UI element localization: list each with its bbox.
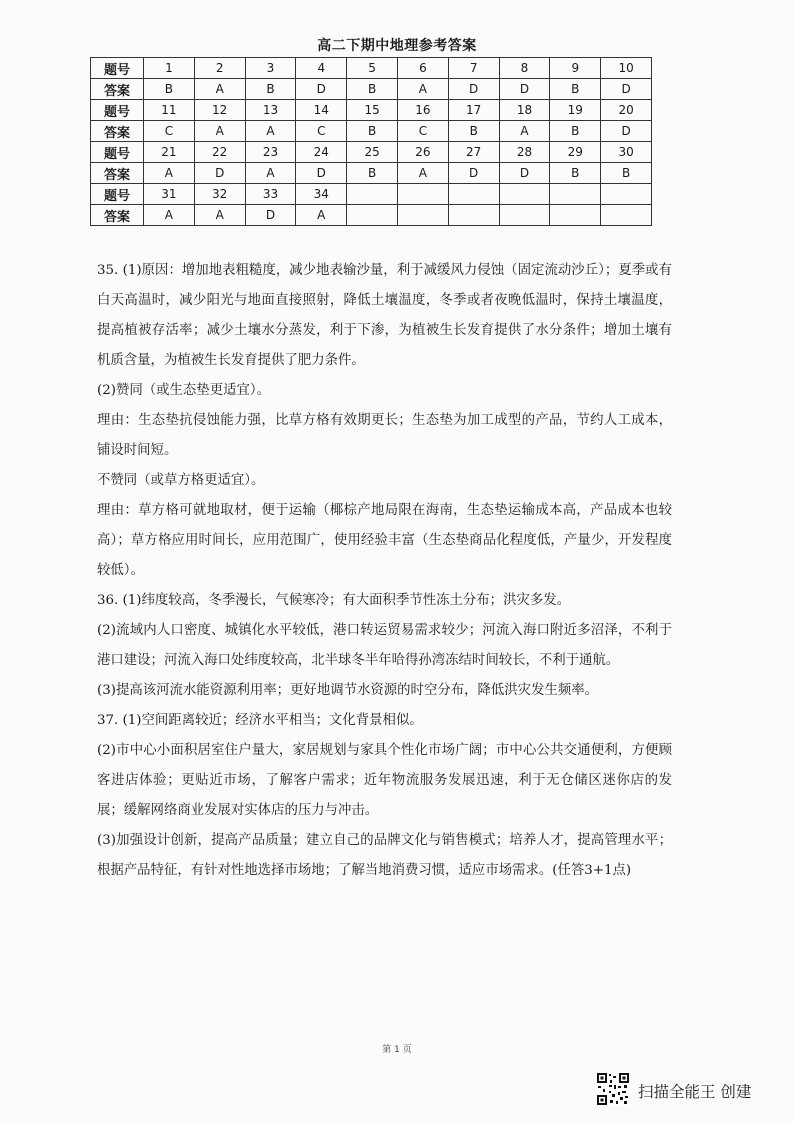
question-number-row (91, 184, 652, 205)
question-number-cell: 30 (601, 142, 652, 163)
answer-cell: A (397, 163, 448, 184)
answer-cell: A (194, 79, 245, 100)
answer-row-label: 答案 (91, 163, 144, 184)
question-number-cell (347, 184, 398, 205)
answer-cell: D (601, 121, 652, 142)
question-number-row (91, 58, 652, 79)
q35-part2-agree: (2)赞同（或生态垫更适宜）。 (97, 383, 270, 398)
answer-cell: C (144, 121, 195, 142)
question-number-cell: 34 (296, 184, 347, 205)
question-number-cell: 18 (499, 100, 550, 121)
answer-cell: D (499, 163, 550, 184)
answer-cell (601, 205, 652, 226)
answer-row-label: 答案 (91, 79, 144, 100)
q36-part1: 36. (1)纬度较高，冬季漫长，气候寒冷；有大面积季节性冻土分布；洪灾多发。 (97, 593, 571, 608)
answer-cell (550, 205, 601, 226)
qr-code-icon (596, 1072, 630, 1106)
question-number-cell: 22 (194, 142, 245, 163)
question-number-cell: 28 (499, 142, 550, 163)
question-number-cell: 7 (448, 58, 499, 79)
question-number-row (91, 142, 652, 163)
answer-cell (397, 205, 448, 226)
answer-cell: B (448, 121, 499, 142)
answer-cell (448, 205, 499, 226)
answer-row-label: 答案 (91, 121, 144, 142)
answer-row-label: 答案 (91, 205, 144, 226)
answer-cell: D (448, 79, 499, 100)
answer-row (91, 163, 652, 184)
question-number-cell: 25 (347, 142, 398, 163)
answer-cell: C (397, 121, 448, 142)
answer-cell: D (499, 79, 550, 100)
question-number-cell: 23 (245, 142, 296, 163)
q37-part3: (3)加强设计创新，提高产品质量；建立自己的品牌文化与销售模式；培养人才，提高管理水平；根据产品特征，有针对性地选择市场地；了解当地消费习惯，适应市场需求。(任答3+1点) (97, 833, 672, 878)
question-number-cell: 19 (550, 100, 601, 121)
answer-cell: B (245, 79, 296, 100)
answer-cell: D (245, 205, 296, 226)
answer-cell (347, 205, 398, 226)
question-number-cell: 3 (245, 58, 296, 79)
question-number-cell: 20 (601, 100, 652, 121)
question-number-cell (601, 184, 652, 205)
question-number-row (91, 100, 652, 121)
question-number-row-label: 题号 (91, 184, 144, 205)
q37-part2: (2)市中心小面积居室住户量大，家居规划与家具个性化市场广阔；市中心公共交通便利，方便顾客进店体验；更贴近市场，了解客户需求；近年物流服务发展迅速，利于无仓储区迷你店的发展；缓解网络商业发展对实体店的压力与冲击。 (97, 743, 672, 818)
answer-cell: A (144, 163, 195, 184)
q35-part2-disagree: 不赞同（或草方格更适宜）。 (97, 473, 265, 488)
q35-part2-agree-reason: 理由：生态垫抗侵蚀能力强，比草方格有效期更长；生态垫为加工成型的产品，节约人工成本，铺设时间短。 (97, 413, 672, 458)
question-number-cell: 10 (601, 58, 652, 79)
question-number-cell: 6 (397, 58, 448, 79)
answer-row (91, 79, 652, 100)
question-number-cell (448, 184, 499, 205)
question-number-cell: 2 (194, 58, 245, 79)
question-number-cell: 13 (245, 100, 296, 121)
answer-cell: A (245, 121, 296, 142)
question-number-row-label: 题号 (91, 142, 144, 163)
q35-part2-disagree-reason: 理由：草方格可就地取材，便于运输（椰棕产地局限在海南，生态垫运输成本高，产品成本也较高）；草方格应用时间长，应用范围广，使用经验丰富（生态垫商品化程度低，产量少，开发程度较低）。 (97, 503, 672, 578)
answer-row (91, 121, 652, 142)
question-number-cell: 11 (144, 100, 195, 121)
answer-cell: D (194, 163, 245, 184)
answer-cell: B (347, 163, 398, 184)
answer-table (90, 57, 652, 226)
question-number-cell: 14 (296, 100, 347, 121)
question-number-cell: 9 (550, 58, 601, 79)
question-number-cell: 32 (194, 184, 245, 205)
question-number-cell: 21 (144, 142, 195, 163)
question-number-cell: 26 (397, 142, 448, 163)
q35-part1: 35. (1)原因：增加地表粗糙度，减少地表输沙量，利于减缓风力侵蚀（固定流动沙丘）；夏季或有白天高温时，减少阳光与地面直接照射，降低土壤温度，冬季或者夜晚低温时，保持土壤温度，提高植被存活率；减少土壤水分蒸发，利于下渗，为植被生长发育提供了水分条件；增加土壤有机质含量，为植被生长发育提供了肥力条件。 (97, 263, 672, 368)
answer-cell: B (144, 79, 195, 100)
answer-cell: B (601, 163, 652, 184)
answer-cell (499, 205, 550, 226)
answer-cell: A (397, 79, 448, 100)
question-number-cell (397, 184, 448, 205)
question-number-cell: 16 (397, 100, 448, 121)
answer-cell: A (296, 205, 347, 226)
question-number-cell: 8 (499, 58, 550, 79)
answer-cell: A (144, 205, 195, 226)
question-number-row-label: 题号 (91, 100, 144, 121)
answer-row (91, 205, 652, 226)
answer-cell: A (194, 121, 245, 142)
scanner-watermark-text: 扫描全能王 创建 (638, 1083, 752, 1101)
answer-cell: C (296, 121, 347, 142)
question-number-cell: 5 (347, 58, 398, 79)
answer-cell: B (347, 79, 398, 100)
question-number-cell: 24 (296, 142, 347, 163)
answer-cell: D (448, 163, 499, 184)
answer-cell: B (347, 121, 398, 142)
answer-cell: B (550, 121, 601, 142)
answer-cell: B (550, 163, 601, 184)
page-title: 高二下期中地理参考答案 (317, 38, 477, 54)
question-number-cell: 33 (245, 184, 296, 205)
q36-part3: (3)提高该河流水能资源利用率；更好地调节水资源的时空分布，降低洪灾发生频率。 (97, 683, 599, 698)
q37-part1: 37. (1)空间距离较近；经济水平相当；文化背景相似。 (97, 713, 423, 728)
page-number: 第 1 页 (382, 1045, 412, 1055)
answer-cell: D (296, 79, 347, 100)
question-number-cell (550, 184, 601, 205)
answer-cell: A (245, 163, 296, 184)
question-number-cell (499, 184, 550, 205)
question-number-cell: 12 (194, 100, 245, 121)
answer-cell: A (499, 121, 550, 142)
question-number-cell: 17 (448, 100, 499, 121)
q36-part2: (2)流域内人口密度、城镇化水平较低，港口转运贸易需求较少；河流入海口附近多沼泽，不利于港口建设；河流入海口处纬度较高，北半球冬半年哈得孙湾冻结时间较长，不利于通航。 (97, 623, 672, 668)
question-number-cell: 1 (144, 58, 195, 79)
answer-cell: A (194, 205, 245, 226)
question-number-cell: 31 (144, 184, 195, 205)
answer-cell: B (550, 79, 601, 100)
question-number-cell: 4 (296, 58, 347, 79)
answer-cell: D (601, 79, 652, 100)
question-number-cell: 27 (448, 142, 499, 163)
question-number-row-label: 题号 (91, 58, 144, 79)
question-number-cell: 15 (347, 100, 398, 121)
answer-explanations (97, 256, 672, 886)
answer-cell: D (296, 163, 347, 184)
question-number-cell: 29 (550, 142, 601, 163)
